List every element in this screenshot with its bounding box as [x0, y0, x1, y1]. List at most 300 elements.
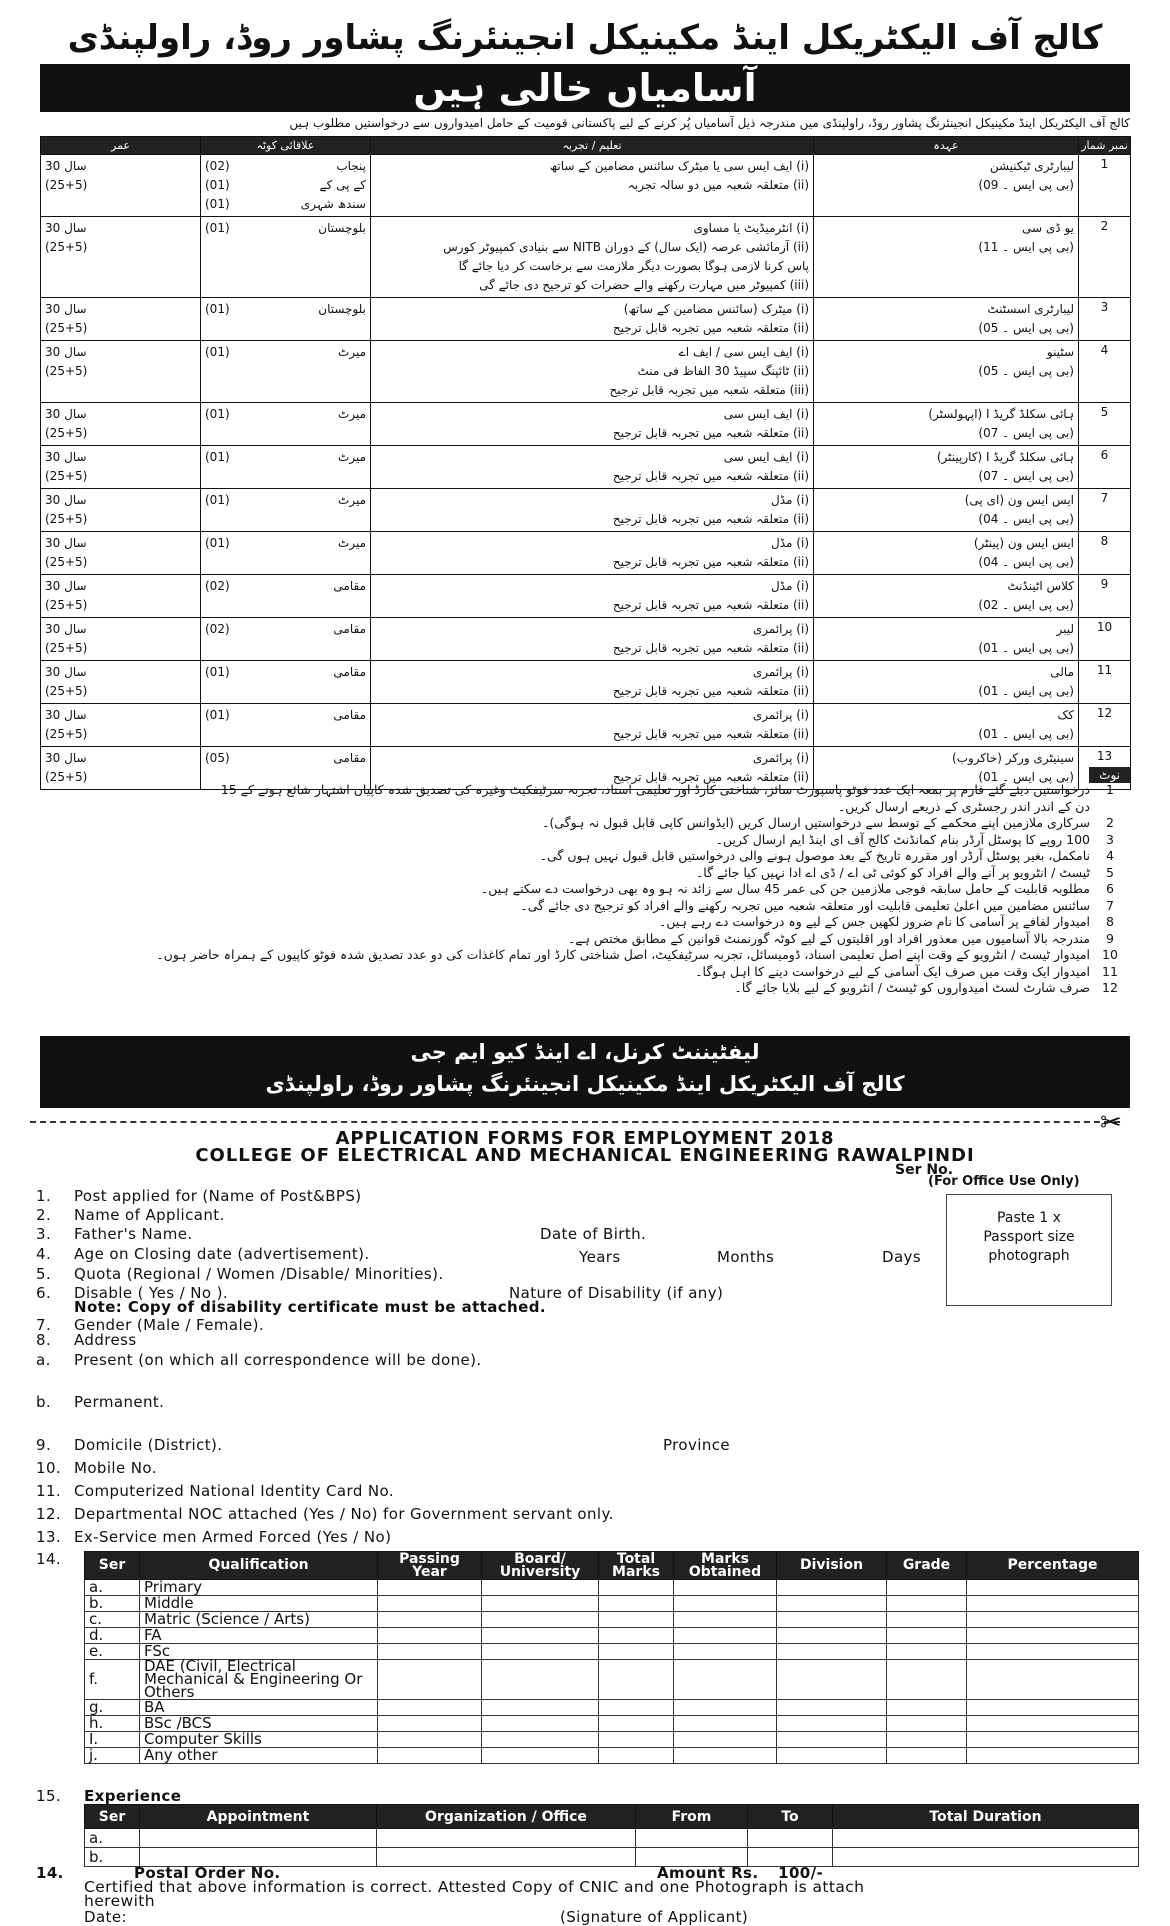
qualification-row [85, 1660, 1139, 1700]
quota-count: (01) [205, 221, 230, 235]
qual-col-passing-year: Passing Year [378, 1552, 482, 1580]
post-line: کک [1057, 708, 1074, 722]
quota-region: مقامی [333, 751, 366, 765]
vacancy-serial: 1 [1079, 155, 1131, 217]
education-line: (i) مڈل [771, 536, 809, 550]
field-father-name[interactable] [36, 1225, 193, 1243]
qual-col-total-marks: Total Marks [599, 1552, 674, 1580]
vacancy-row [41, 217, 1131, 298]
qual-input-cell[interactable] [599, 1660, 674, 1700]
post-line: (بی پی ایس ۔ 05) [978, 321, 1074, 335]
exp-input-cell[interactable] [833, 1829, 1139, 1848]
col-serial: نمبر شمار [1079, 137, 1131, 155]
age-line: (25+5) [45, 512, 88, 526]
qual-input-cell[interactable] [378, 1732, 482, 1748]
qual-input-cell[interactable] [887, 1732, 967, 1748]
education-line: (iii) متعلقہ شعبہ میں تجربہ قابل ترجیح [609, 383, 809, 397]
qual-col-qualification: Qualification [140, 1552, 378, 1580]
quota-entry [205, 157, 366, 176]
field-post[interactable] [36, 1187, 362, 1205]
experience-row [85, 1829, 1139, 1848]
note-text: دن کے اندر اندر رجسٹری کے ذریعے ارسال کریں۔ [837, 798, 1090, 814]
education-line: (ii) متعلقہ شعبہ میں تجربہ قابل ترجیح [612, 727, 809, 741]
qual-name: FSc [140, 1644, 378, 1660]
field-experience [36, 1787, 181, 1805]
qual-input-cell[interactable] [482, 1700, 599, 1716]
qual-input-cell[interactable] [887, 1700, 967, 1716]
qual-input-cell[interactable] [887, 1644, 967, 1660]
qual-input-cell[interactable] [674, 1628, 777, 1644]
qual-input-cell[interactable] [482, 1732, 599, 1748]
age-line: (25+5) [45, 364, 88, 378]
quota-entry [205, 577, 366, 596]
vacancy-age [41, 489, 201, 532]
qual-input-cell[interactable] [599, 1700, 674, 1716]
note-number: 8 [1106, 914, 1114, 929]
exp-input-cell[interactable] [140, 1829, 377, 1848]
vacancy-serial: 10 [1079, 618, 1131, 661]
vacancy-age [41, 341, 201, 403]
qual-input-cell[interactable] [777, 1716, 887, 1732]
vacancy-row [41, 489, 1131, 532]
quota-entry [205, 300, 366, 319]
exp-col-duration: Total Duration [833, 1805, 1139, 1829]
qual-input-cell[interactable] [887, 1580, 967, 1596]
vacancy-education [371, 217, 814, 298]
qual-input-cell[interactable] [674, 1596, 777, 1612]
vacancies-banner: آسامیاں خالی ہیں [40, 64, 1130, 112]
post-line: مالی [1050, 665, 1074, 679]
qual-input-cell[interactable] [887, 1628, 967, 1644]
qual-input-cell[interactable] [967, 1732, 1139, 1748]
vacancy-post [814, 217, 1079, 298]
age-line: (25+5) [45, 684, 88, 698]
qual-ser: j. [85, 1748, 140, 1764]
education-line: (ii) متعلقہ شعبہ میں تجربہ قابل ترجیح [612, 512, 809, 526]
field-label: Computerized National Identity Card No. [74, 1482, 395, 1500]
qual-ser: a. [85, 1580, 140, 1596]
age-line: (25+5) [45, 178, 88, 192]
education-line: (ii) متعلقہ شعبہ میں تجربہ قابل ترجیح [612, 426, 809, 440]
field-cnic[interactable] [36, 1482, 394, 1500]
college-title: کالج آف الیکٹریکل اینڈ مکینیکل انجینئرنگ پشاور روڈ، راولپنڈی [67, 18, 1103, 58]
age-line: (25+5) [45, 240, 88, 254]
education-line: (i) ایف ایس سی یا میٹرک سائنس مضامین کے ساتھ [549, 159, 809, 173]
age-line: (25+5) [45, 641, 88, 655]
applicant-signature[interactable]: (Signature of Applicant) [560, 1908, 749, 1926]
post-line: (بی پی ایس ۔ 04) [978, 555, 1074, 569]
vacancy-education [371, 661, 814, 704]
qual-col-percentage: Percentage [967, 1552, 1139, 1580]
qual-input-cell[interactable] [777, 1612, 887, 1628]
form-subtitle: COLLEGE OF ELECTRICAL AND MECHANICAL ENGINEERING RAWALPINDI [195, 1145, 975, 1166]
qual-ser: b. [85, 1596, 140, 1612]
vacancy-education [371, 618, 814, 661]
qual-input-cell[interactable] [599, 1580, 674, 1596]
field-age-years[interactable]: Years [579, 1248, 621, 1266]
qual-input-cell[interactable] [967, 1596, 1139, 1612]
vacancy-education [371, 298, 814, 341]
field-label: Postal Order No. [134, 1864, 281, 1882]
qual-input-cell[interactable] [599, 1716, 674, 1732]
note-number: 1 [1106, 782, 1114, 797]
vacancy-post [814, 446, 1079, 489]
qualification-row [85, 1612, 1139, 1628]
field-number: 15. [36, 1787, 62, 1805]
vacancy-quota [201, 532, 371, 575]
field-label: Gender (Male / Female). [74, 1316, 265, 1334]
vacancy-quota [201, 446, 371, 489]
note-number: 4 [1106, 848, 1114, 863]
vacancy-row [41, 618, 1131, 661]
amount-label: Amount Rs. [657, 1864, 759, 1882]
field-mobile[interactable] [36, 1459, 157, 1477]
qual-input-cell[interactable] [378, 1748, 482, 1764]
post-line: لیبارٹری اسسٹنٹ [987, 302, 1074, 316]
quota-count: (02) [205, 159, 230, 173]
quota-entry [205, 219, 366, 238]
note-number: 10 [1102, 947, 1118, 962]
qual-col-division: Division [777, 1552, 887, 1580]
experience-header-row [85, 1805, 1139, 1829]
field-number: 2. [36, 1206, 52, 1224]
post-line: لیبارٹری ٹیکنیشن [989, 159, 1074, 173]
exp-input-cell[interactable] [748, 1829, 833, 1848]
vacancy-quota [201, 341, 371, 403]
vacancy-quota [201, 618, 371, 661]
post-line: (بی پی ایس ۔ 09) [978, 178, 1074, 192]
field-label: Domicile (District). [74, 1436, 223, 1454]
education-line: (i) میٹرک (سائنس مضامین کے ساتھ) [623, 302, 809, 316]
qualification-header-row [85, 1552, 1139, 1580]
age-line: 30 سال [45, 751, 87, 765]
quota-entry [205, 176, 366, 195]
note-number [1090, 799, 1130, 816]
field-dob[interactable]: Date of Birth. [540, 1225, 647, 1243]
scissors-icon: ✂ [1100, 1108, 1122, 1138]
qual-input-cell[interactable] [777, 1644, 887, 1660]
qual-input-cell[interactable] [777, 1700, 887, 1716]
qual-input-cell[interactable] [674, 1700, 777, 1716]
note-text: نامکمل، بغیر پوسٹل آرڈر اور مقررہ تاریخ کے بعد موصول ہونے والی درخواستیں قابل قبول نہیں ہوں گی۔ [539, 848, 1090, 863]
age-line: (25+5) [45, 426, 88, 440]
qual-ser: I. [85, 1732, 140, 1748]
field-quota[interactable] [36, 1265, 444, 1283]
qual-input-cell[interactable] [887, 1596, 967, 1612]
qual-input-cell[interactable] [599, 1612, 674, 1628]
qual-input-cell[interactable] [967, 1700, 1139, 1716]
note-number: 7 [1106, 897, 1114, 913]
qual-name: Matric (Science / Arts) [140, 1612, 378, 1628]
quota-region: میرٹ [338, 493, 366, 507]
field-label: Name of Applicant. [74, 1206, 225, 1224]
education-line: (i) مڈل [771, 579, 809, 593]
qual-input-cell[interactable] [378, 1660, 482, 1700]
qual-input-cell[interactable] [887, 1716, 967, 1732]
quota-count: (02) [205, 622, 230, 636]
vacancy-education [371, 575, 814, 618]
qual-input-cell[interactable] [482, 1580, 599, 1596]
exp-ser: a. [85, 1829, 140, 1848]
education-line: (i) ایف ایس سی [723, 450, 809, 464]
qual-input-cell[interactable] [599, 1748, 674, 1764]
quota-count: (01) [205, 536, 230, 550]
field-name[interactable] [36, 1206, 225, 1224]
quota-count: (01) [205, 345, 230, 359]
quota-region: سندھ شہری [300, 197, 366, 211]
vacancy-serial: 6 [1079, 446, 1131, 489]
disability-note: Note: Copy of disability certificate must be attached. [74, 1298, 546, 1316]
post-line: (بی پی ایس ۔ 01) [978, 727, 1074, 741]
field-label: Address [74, 1331, 137, 1349]
qual-input-cell[interactable] [599, 1596, 674, 1612]
qual-input-cell[interactable] [777, 1628, 887, 1644]
qual-input-cell[interactable] [967, 1612, 1139, 1628]
qual-input-cell[interactable] [777, 1732, 887, 1748]
field-label: Ex-Service men Armed Forced (Yes / No) [74, 1528, 392, 1546]
qual-input-cell[interactable] [777, 1660, 887, 1700]
quota-entry [205, 195, 366, 214]
quota-entry [205, 706, 366, 725]
note-number: 9 [1106, 930, 1114, 946]
education-line: (ii) متعلقہ شعبہ میں تجربہ قابل ترجیح [612, 469, 809, 483]
age-line: 30 سال [45, 665, 87, 679]
quota-count: (01) [205, 450, 230, 464]
note-number: 5 [1106, 864, 1114, 880]
qual-input-cell[interactable] [887, 1660, 967, 1700]
qual-input-cell[interactable] [674, 1716, 777, 1732]
quota-count: (01) [205, 407, 230, 421]
qual-input-cell[interactable] [599, 1628, 674, 1644]
office-use-label: (For Office Use Only) [928, 1174, 1080, 1189]
quota-entry [205, 491, 366, 510]
qual-input-cell[interactable] [967, 1580, 1139, 1596]
exp-input-cell[interactable] [377, 1829, 636, 1848]
field-label: Departmental NOC attached (Yes / No) for Government servant only. [74, 1505, 614, 1523]
qual-input-cell[interactable] [482, 1596, 599, 1612]
qual-input-cell[interactable] [967, 1748, 1139, 1764]
qualification-row [85, 1700, 1139, 1716]
qual-input-cell[interactable] [482, 1644, 599, 1660]
vacancy-post [814, 618, 1079, 661]
qual-ser: h. [85, 1716, 140, 1732]
vacancy-age [41, 661, 201, 704]
qual-name: Primary [140, 1580, 378, 1596]
qual-input-cell[interactable] [378, 1628, 482, 1644]
vacancy-post [814, 403, 1079, 446]
age-line: 30 سال [45, 579, 87, 593]
post-line: یو ڈی سی [1022, 221, 1074, 235]
age-line: 30 سال [45, 493, 87, 507]
age-line: 30 سال [45, 536, 87, 550]
age-line: 30 سال [45, 622, 87, 636]
qual-input-cell[interactable] [887, 1748, 967, 1764]
field-date[interactable]: Date: [84, 1908, 127, 1926]
quota-region: مقامی [333, 579, 366, 593]
exp-col-to: To [748, 1805, 833, 1829]
qual-input-cell[interactable] [378, 1644, 482, 1660]
qual-input-cell[interactable] [967, 1628, 1139, 1644]
qual-input-cell[interactable] [482, 1612, 599, 1628]
vacancy-row [41, 661, 1131, 704]
field-number: 11. [36, 1482, 62, 1500]
qual-input-cell[interactable] [378, 1716, 482, 1732]
education-line: (ii) متعلقہ شعبہ میں دو سالہ تجربہ [627, 178, 809, 192]
field-number: 10. [36, 1459, 62, 1477]
quota-region: بلوچستان [318, 221, 366, 235]
qual-input-cell[interactable] [674, 1644, 777, 1660]
vacancy-quota [201, 489, 371, 532]
photo-box [946, 1194, 1112, 1306]
vacancy-serial: 3 [1079, 298, 1131, 341]
qual-input-cell[interactable] [482, 1628, 599, 1644]
vacancy-row [41, 341, 1131, 403]
education-line: (ii) متعلقہ شعبہ میں تجربہ قابل ترجیح [612, 641, 809, 655]
qual-input-cell[interactable] [482, 1716, 599, 1732]
note-text: ٹیسٹ / انٹرویو پر آنے والے افراد کو کوئی ٹی اے / ڈی اے ادا نہیں کیا جائے گا۔ [695, 864, 1090, 880]
field-permanent-address[interactable] [36, 1393, 164, 1411]
quota-count: (01) [205, 665, 230, 679]
vacancy-row [41, 298, 1131, 341]
qual-input-cell[interactable] [777, 1748, 887, 1764]
field-number: 5. [36, 1265, 52, 1283]
qual-col-marks-obtained: Marks Obtained [674, 1552, 777, 1580]
post-line: ہائی سکلڈ گریڈ I (اپہولسٹر) [928, 407, 1074, 421]
education-line: (iii) کمپیوٹر میں مہارت رکھنے والے حضرات کو ترجیح دی جائے گی [479, 278, 809, 292]
qual-input-cell[interactable] [378, 1700, 482, 1716]
qual-input-cell[interactable] [674, 1732, 777, 1748]
field-disability-nature[interactable]: Nature of Disability (if any) [509, 1284, 724, 1302]
post-line: (بی پی ایس ۔ 04) [978, 512, 1074, 526]
field-number: 7. [36, 1316, 52, 1334]
qual-input-cell[interactable] [599, 1732, 674, 1748]
age-line: 30 سال [45, 450, 87, 464]
vacancy-post [814, 489, 1079, 532]
vacancy-post [814, 532, 1079, 575]
qual-input-cell[interactable] [967, 1644, 1139, 1660]
post-line: (بی پی ایس ۔ 01) [978, 770, 1074, 784]
post-line: (بی پی ایس ۔ 11) [978, 240, 1074, 254]
qual-input-cell[interactable] [887, 1612, 967, 1628]
qual-input-cell[interactable] [378, 1596, 482, 1612]
certification-text: Certified that above information is correct. Attested Copy of CNIC and one Photograph is attach herewith [84, 1878, 865, 1910]
qual-input-cell[interactable] [482, 1660, 599, 1700]
education-line: (ii) متعلقہ شعبہ میں تجربہ قابل ترجیح [612, 770, 809, 784]
vacancy-post [814, 575, 1079, 618]
qualification-row [85, 1628, 1139, 1644]
note-number: 12 [1102, 980, 1118, 995]
vacancy-table [40, 136, 1131, 790]
qual-input-cell[interactable] [674, 1748, 777, 1764]
quota-entry [205, 343, 366, 362]
qual-input-cell[interactable] [378, 1580, 482, 1596]
field-number: b. [36, 1393, 52, 1411]
qual-input-cell[interactable] [599, 1644, 674, 1660]
field-noc[interactable] [36, 1505, 614, 1523]
qual-input-cell[interactable] [777, 1580, 887, 1596]
vacancy-post [814, 704, 1079, 747]
field-age[interactable] [36, 1245, 370, 1263]
note-text: صرف شارٹ لسٹ امیدواروں کو ٹیسٹ / انٹرویو کے لیے بلایا جائے گا۔ [734, 980, 1090, 995]
qual-input-cell[interactable] [482, 1748, 599, 1764]
field-label: Experience [84, 1787, 182, 1805]
education-line: (ii) متعلقہ شعبہ میں تجربہ قابل ترجیح [612, 555, 809, 569]
exp-col-appointment: Appointment [140, 1805, 377, 1829]
note-item [40, 898, 1130, 915]
field-age-months[interactable]: Months [717, 1248, 775, 1266]
vacancy-quota [201, 155, 371, 217]
qual-input-cell[interactable] [674, 1612, 777, 1628]
age-line: (25+5) [45, 727, 88, 741]
exp-input-cell[interactable] [833, 1848, 1139, 1867]
vacancy-serial: 12 [1079, 704, 1131, 747]
note-item [40, 914, 1130, 931]
education-line: (i) ایف ایس سی / ایف اے [678, 345, 809, 359]
exp-col-ser: Ser [85, 1805, 140, 1829]
qual-input-cell[interactable] [777, 1596, 887, 1612]
quota-count: (01) [205, 708, 230, 722]
vacancy-post [814, 155, 1079, 217]
vacancy-education [371, 403, 814, 446]
education-line: (i) پرائمری [752, 751, 809, 765]
exp-ser: b. [85, 1848, 140, 1867]
vacancy-row [41, 446, 1131, 489]
exp-input-cell[interactable] [636, 1829, 748, 1848]
field-age-days[interactable]: Days [882, 1248, 922, 1266]
field-ex-service[interactable] [36, 1528, 391, 1546]
qual-input-cell[interactable] [674, 1580, 777, 1596]
qual-input-cell[interactable] [967, 1716, 1139, 1732]
field-number: 8. [36, 1331, 52, 1349]
vacancy-header-row [41, 137, 1131, 155]
quota-region: میرٹ [338, 450, 366, 464]
vacancy-serial: 5 [1079, 403, 1131, 446]
qual-input-cell[interactable] [674, 1660, 777, 1700]
vacancy-serial: 8 [1079, 532, 1131, 575]
field-number: 9. [36, 1436, 52, 1454]
quota-region: بلوچستان [318, 302, 366, 316]
signatory-address: کالج آف الیکٹریکل اینڈ مکینیکل انجینئرنگ پشاور روڈ، راولپنڈی [265, 1072, 905, 1096]
vacancy-post [814, 341, 1079, 403]
field-domicile[interactable] [36, 1436, 222, 1454]
vacancy-education [371, 446, 814, 489]
vacancy-row [41, 575, 1131, 618]
quota-region: میرٹ [338, 407, 366, 421]
age-line: 30 سال [45, 345, 87, 359]
note-number: 2 [1106, 815, 1114, 830]
qual-input-cell[interactable] [967, 1660, 1139, 1700]
qual-ser: g. [85, 1700, 140, 1716]
field-label: Father's Name. [74, 1225, 193, 1243]
qual-name: BSc /BCS [140, 1716, 378, 1732]
field-label: Disable ( Yes / No ). [74, 1284, 229, 1302]
vacancy-age [41, 704, 201, 747]
qual-input-cell[interactable] [378, 1612, 482, 1628]
vacancy-serial: 9 [1079, 575, 1131, 618]
qual-ser: c. [85, 1612, 140, 1628]
photo-line-1: Paste 1 x [997, 1210, 1061, 1226]
note-item [40, 799, 1130, 816]
post-line: (بی پی ایس ۔ 01) [978, 641, 1074, 655]
exp-col-organization: Organization / Office [377, 1805, 636, 1829]
field-present-address[interactable] [36, 1351, 482, 1369]
experience-table [84, 1804, 1139, 1867]
field-province[interactable]: Province [663, 1436, 731, 1454]
qual-name: Computer Skills [140, 1732, 378, 1748]
exp-input-cell[interactable] [377, 1848, 636, 1867]
note-item [40, 848, 1130, 865]
field-label: Quota (Regional / Women /Disable/ Minorities). [74, 1265, 444, 1283]
